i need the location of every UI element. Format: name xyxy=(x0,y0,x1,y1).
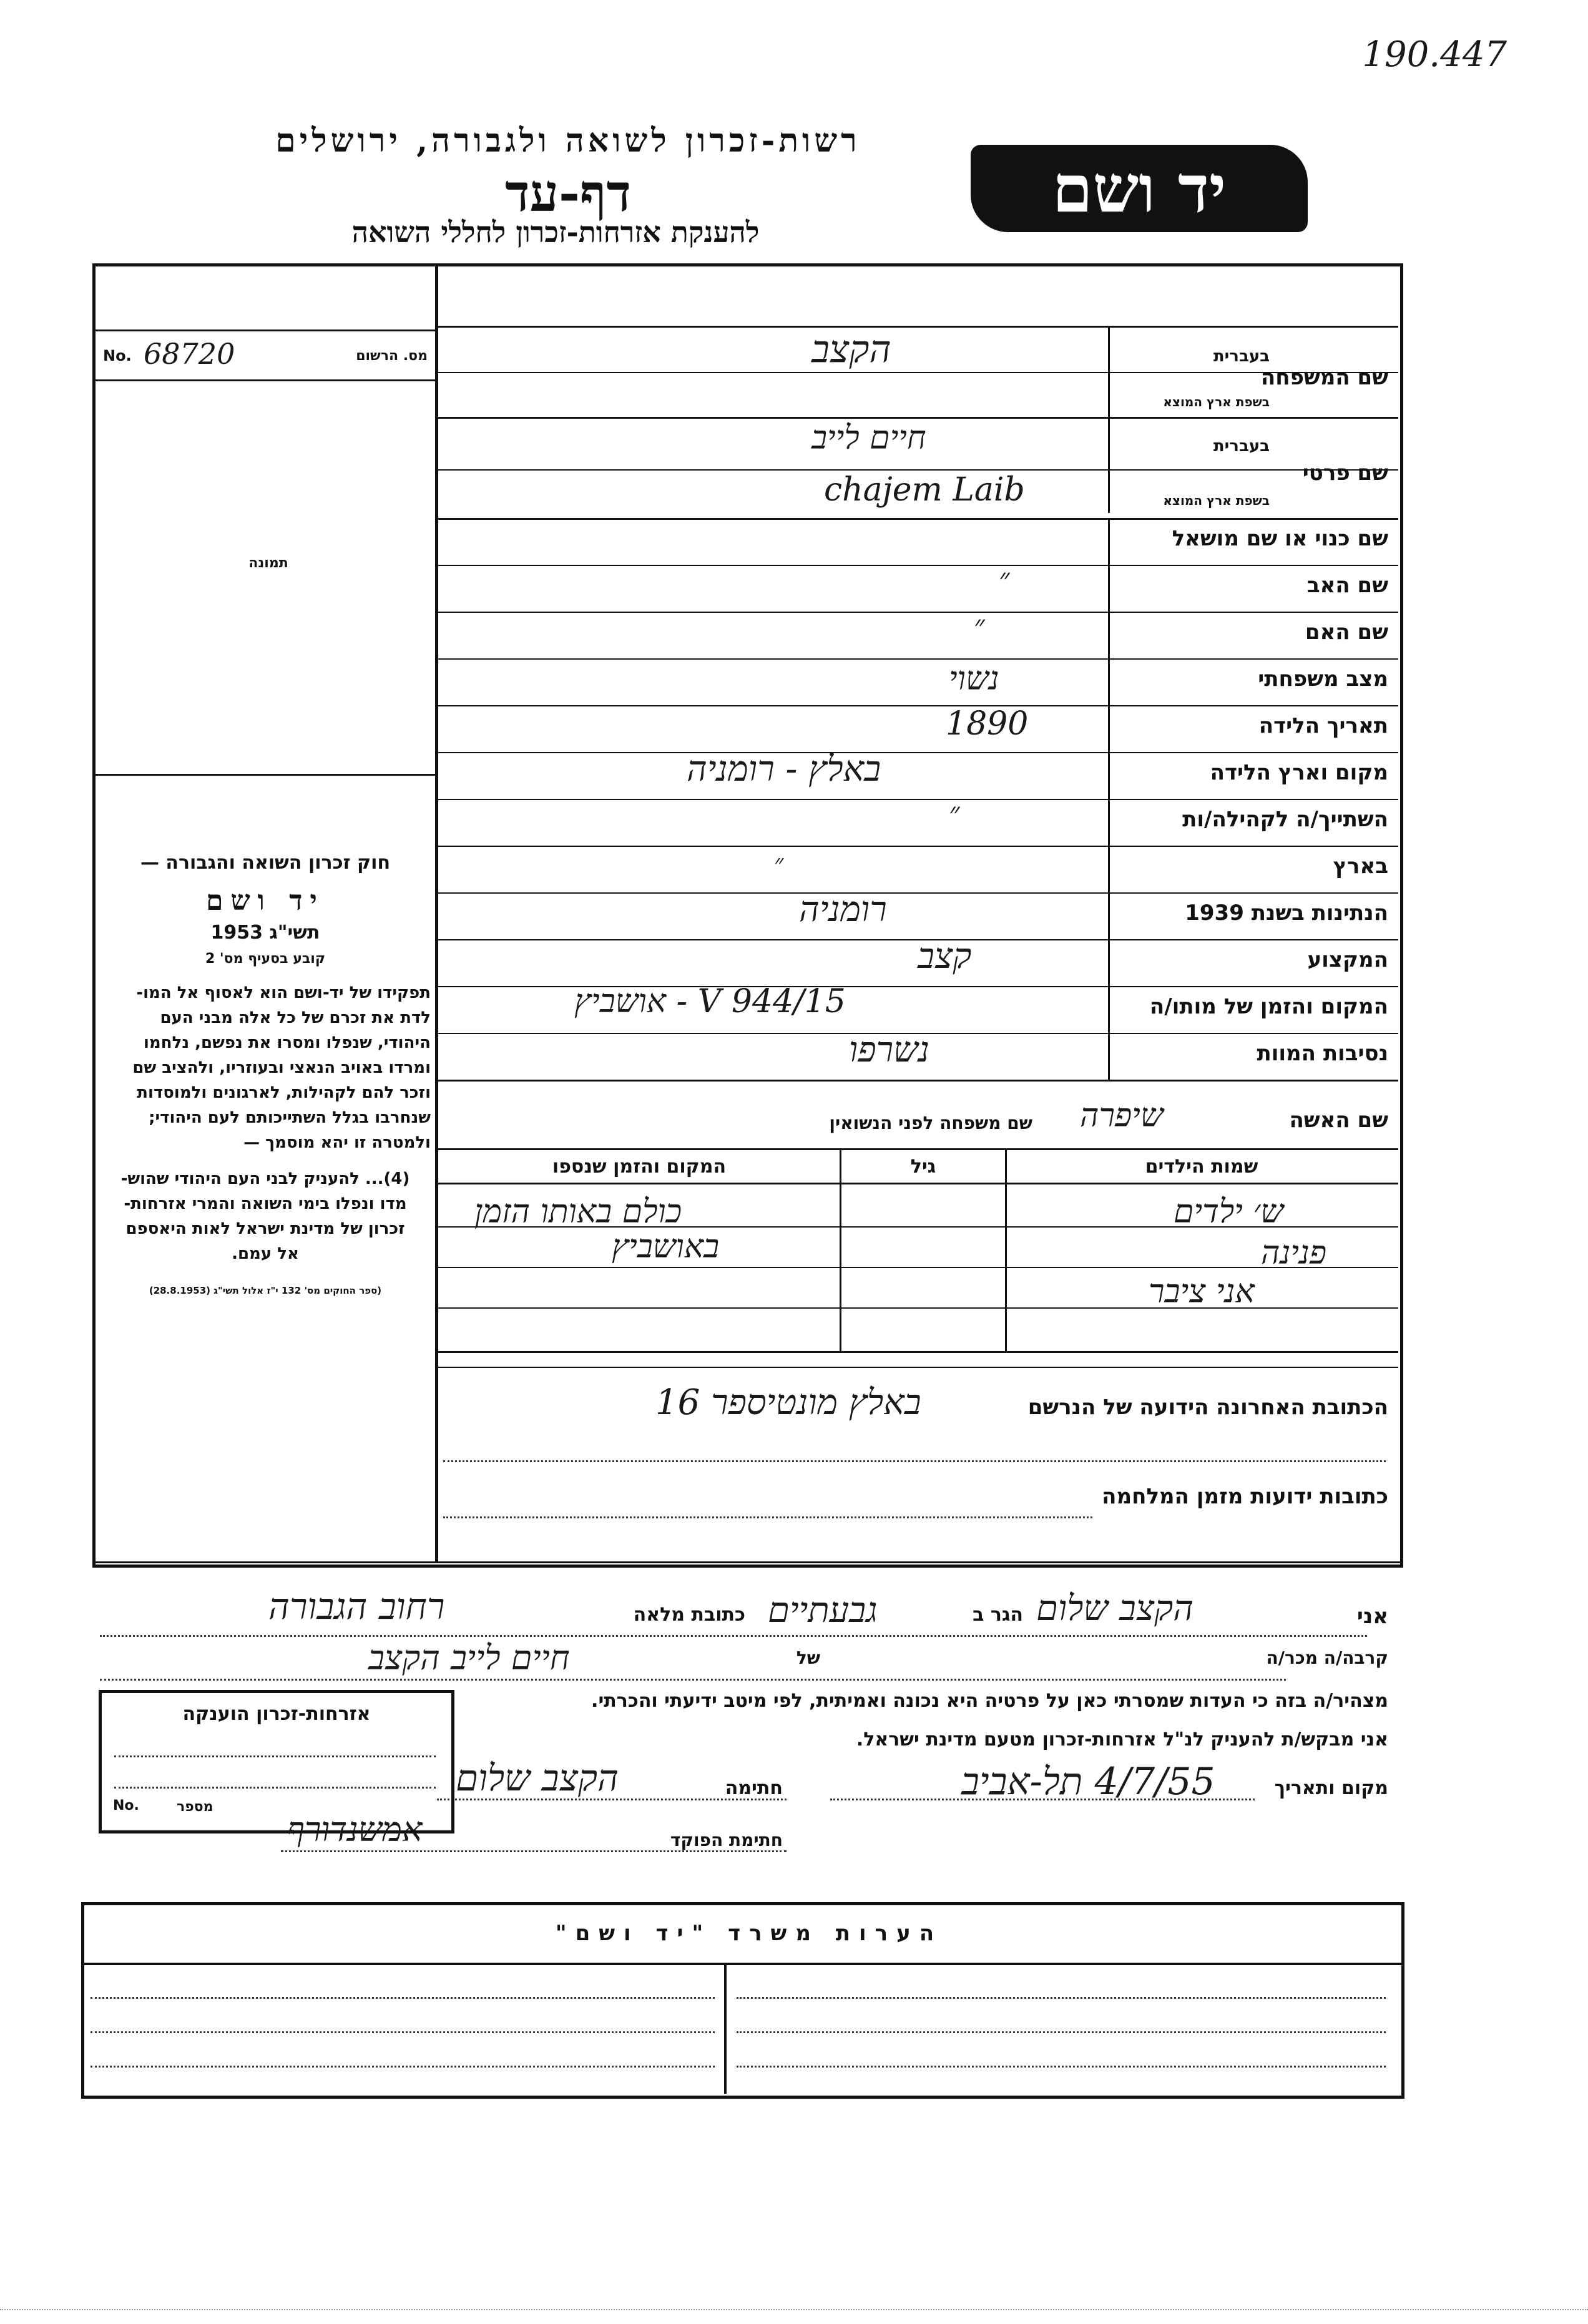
wife-name-value: שיפרה xyxy=(1080,1097,1164,1135)
birth-date-label: תאריך הלידה xyxy=(1258,713,1388,738)
law-para-2 xyxy=(100,1166,431,1266)
law-line: שנחרבו בגלל השתייכותם לעם היהודי; xyxy=(149,1108,431,1127)
law-line: ולמטרה זו יהא מוסמך — xyxy=(243,1133,431,1152)
child-place: כולם באותו הזמן xyxy=(474,1193,682,1231)
community-value: ״ xyxy=(949,796,960,829)
war-addresses-label: כתובות ידועות מזמן המלחמה xyxy=(1102,1484,1388,1509)
law-reference: (ספר החוקים מס' 132 י"ז אלול תשי"ג (28.8.1953) xyxy=(149,1285,382,1296)
first-name-hebrew-value: חיים לייב xyxy=(811,419,926,457)
office-notes-title: הערות משרד "יד ושם" xyxy=(555,1921,943,1946)
registration-number: 68720 xyxy=(144,337,235,371)
marital-status-value: נשוי xyxy=(949,660,999,698)
death-circumstances-value: נשרפו xyxy=(849,1030,930,1070)
law-line: היהודי, שנפלו ומסרו את נפשם, נלחמו xyxy=(143,1033,431,1052)
officer-signature-label: חתימת הפוקד xyxy=(670,1830,783,1850)
child-name: פנינה xyxy=(1261,1234,1327,1272)
yad-vashem-logo xyxy=(971,145,1308,232)
declarant-signature: הקצב שלום xyxy=(456,1757,619,1799)
law-clause: קובע בסעיף מס' 2 xyxy=(205,951,326,967)
certificate-box xyxy=(99,1690,454,1833)
declarant-name: הקצב שלום xyxy=(1036,1588,1194,1629)
law-line: אל עמם. xyxy=(232,1244,299,1263)
death-place-time-value: 15/V 944 - אושביץ xyxy=(574,983,846,1020)
mother-name-value: ״ xyxy=(974,608,985,642)
country-value: ״ xyxy=(774,849,784,878)
birth-date-value: 1890 xyxy=(946,705,1029,743)
children-names-header: שמות הילדים xyxy=(1145,1156,1258,1178)
law-line: מדו ונפלו בימי השואה והמרי אזרחות- xyxy=(124,1194,407,1213)
death-place-time-label: המקום והזמן של מותו/ה xyxy=(1149,994,1388,1019)
declaration-line-1: מצהיר/ה בזה כי העדות שמסרתי כאן על פרטיה היא נכונה ואמיתית, לפי מיטב ידיעתי והכרתי. xyxy=(591,1690,1388,1712)
child-name: ש׳ ילדים xyxy=(1174,1193,1284,1231)
law-line: ומרדו באויב הנאצי ובעוזריו, ולהציב שם xyxy=(132,1058,431,1077)
profession-label: המקצוע xyxy=(1307,947,1388,972)
registration-label: מס. הרשום xyxy=(356,348,428,364)
law-line: וזכר להם לקהילות, לארגונים ולמוסדות xyxy=(137,1083,431,1102)
wife-name-label: שם האשה xyxy=(1289,1108,1388,1133)
children-age-header: גיל xyxy=(910,1156,936,1178)
declaration-line-2: אני מבקש/ת להעניק לנ"ל אזרחות-זכרון מטעם מדינת ישראל. xyxy=(856,1729,1388,1750)
authority-line: רשות-זכרון לשואה ולגבורה, ירושלים xyxy=(275,122,861,160)
law-name: יד ושם xyxy=(206,885,325,917)
certificate-number-label: מספר xyxy=(177,1799,213,1815)
first-name-sub-origin: בשפת ארץ המוצא xyxy=(1163,493,1270,508)
family-name-label: שם המשפחה xyxy=(1260,365,1388,390)
family-name-sub-hebrew: בעברית xyxy=(1213,347,1270,366)
relation-value: חיים לייב הקצב xyxy=(368,1638,570,1677)
father-name-value: ״ xyxy=(999,562,1010,595)
full-address-label: כתובת מלאה xyxy=(633,1604,745,1626)
place-date-value: 4/7/55 תל-אביב xyxy=(961,1760,1215,1804)
law-line: (4)... להעניק לבני העם היהודי שהוש- xyxy=(120,1169,410,1188)
declarant-resides-label: הגר ב xyxy=(973,1604,1023,1626)
page-title: דף-עד xyxy=(505,164,631,223)
last-address-label: הכתובת האחרונה הידועה של הנרשם xyxy=(1027,1395,1388,1420)
subtitle: להענקת אזרחות-זכרון לחללי השואה xyxy=(351,215,760,249)
law-para-1 xyxy=(100,980,431,1155)
declarant-address: רחוב הגבורה xyxy=(268,1585,445,1628)
photo-label: תמונה xyxy=(248,555,288,571)
certificate-box-title: אזרחות-זכרון הוענקה xyxy=(182,1703,371,1725)
profession-value: קצב xyxy=(918,936,972,977)
nickname-label: שם כנוי או שם מושאל xyxy=(1172,526,1388,551)
officer-signature: אמשנדורף xyxy=(287,1810,423,1849)
community-label: השתייך/ה לקהילה/ות xyxy=(1182,807,1388,832)
logo-text: יד ושם xyxy=(1052,150,1227,227)
death-circumstances-label: נסיבות המוות xyxy=(1257,1041,1388,1066)
corner-archive-number: 190.447 xyxy=(1362,34,1507,75)
declarant-i-label: אני xyxy=(1356,1604,1388,1629)
maiden-name-label: שם משפחה לפני הנשואין xyxy=(829,1113,1032,1133)
child-place: באושביץ xyxy=(612,1228,720,1266)
marital-status-label: מצב משפחתי xyxy=(1258,666,1388,691)
family-name-hebrew-value: הקצב xyxy=(811,328,891,371)
nationality-label: הנתינות בשנת 1939 xyxy=(1185,901,1388,925)
first-name-label: שם פרטי xyxy=(1302,461,1388,486)
first-name-origin-value: chajem Laib xyxy=(824,471,1025,509)
mother-name-label: שם האם xyxy=(1305,620,1388,645)
registration-no-label: No. xyxy=(103,347,132,364)
law-year: תשי"ג 1953 xyxy=(210,922,320,944)
law-block xyxy=(100,852,431,1296)
place-date-label: מקום ותאריך xyxy=(1274,1777,1388,1799)
law-line: לדת את זכרם של כל אלה מבני העם xyxy=(160,1008,431,1027)
last-address-value: באלץ מונטיספר 16 xyxy=(655,1382,921,1423)
signature-label: חתימה xyxy=(725,1777,783,1799)
certificate-no-label: No. xyxy=(113,1798,139,1814)
relation-of-label: של xyxy=(796,1648,820,1668)
declarant-city: גבעתיים xyxy=(768,1590,878,1631)
country-label: בארץ xyxy=(1333,854,1388,879)
birth-place-label: מקום וארץ הלידה xyxy=(1210,760,1388,785)
law-line: זכרון של מדינת ישראל לאות היאספם xyxy=(125,1219,405,1238)
law-title: חוק זכרון השואה והגבורה — xyxy=(140,852,391,874)
first-name-sub-hebrew: בעברית xyxy=(1213,437,1270,456)
father-name-label: שם האב xyxy=(1306,573,1388,598)
law-line: תפקידו של יד-ושם הוא לאסוף אל המו- xyxy=(136,984,431,1002)
relation-label: קרבה/ה מכר/ה xyxy=(1266,1648,1388,1668)
birth-place-value: באלץ - רומניה xyxy=(687,749,881,789)
child-name: אני ציבר xyxy=(1149,1273,1255,1311)
family-name-sub-origin: בשפת ארץ המוצא xyxy=(1163,394,1270,409)
registration-row xyxy=(100,337,431,374)
children-place-header: המקום והזמן שנספו xyxy=(552,1156,727,1178)
nationality-value: רומניה xyxy=(799,889,887,930)
